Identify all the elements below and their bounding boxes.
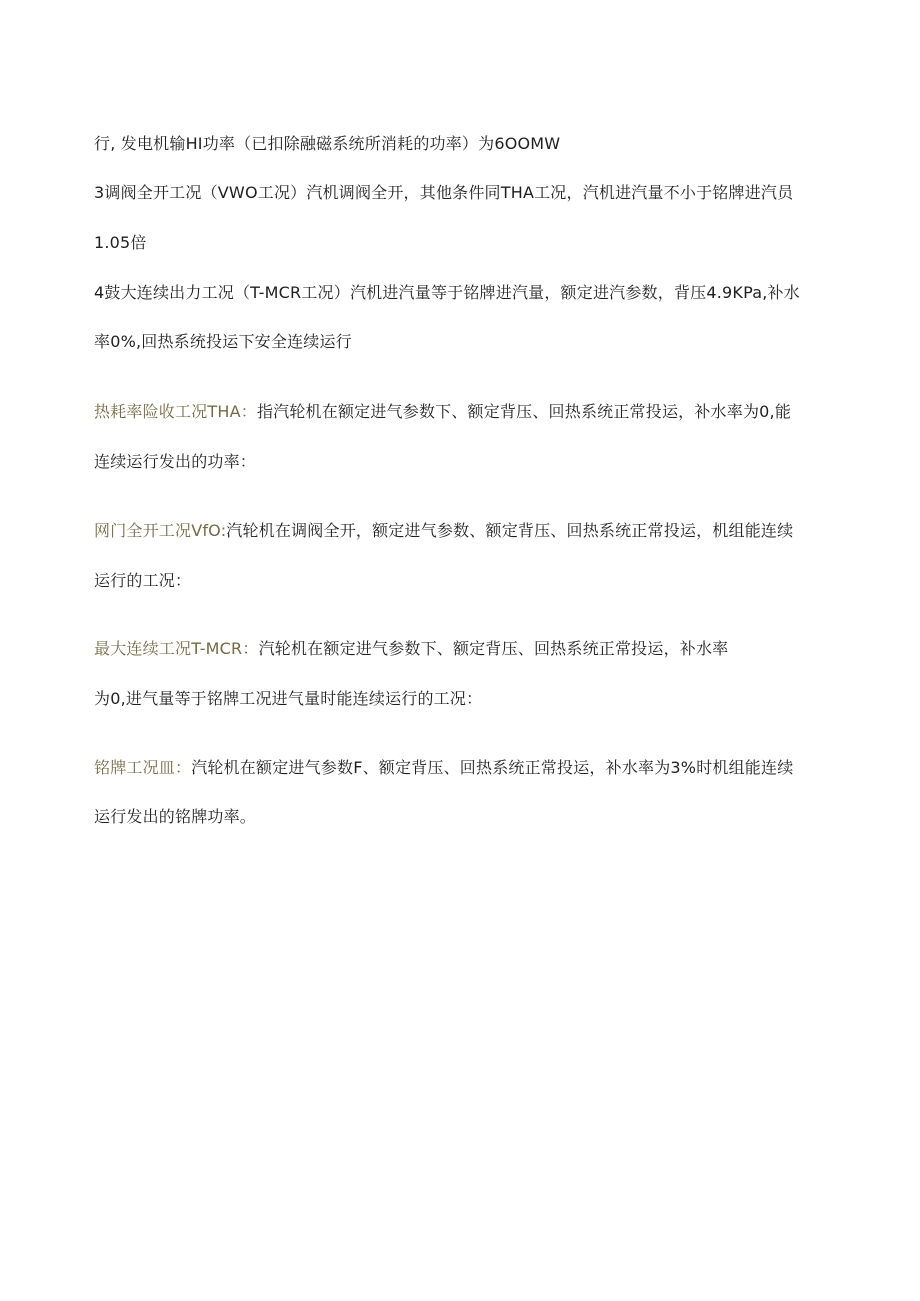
definition-vwo-continuation: 运行的工况： [94, 571, 192, 590]
paragraph-line-5: 率0%,回热系统投运下安全连续运行 [94, 332, 352, 351]
definition-nameplate-continuation: 运行发出的铭牌功率。 [94, 807, 257, 826]
definition-text: 汽轮机在调阀全开，额定进气参数、额定背压、回热系统正常投运，机组能连续 [226, 521, 794, 540]
definition-tmcr-continuation: 为0,进气量等于铭牌工况进气量时能连续运行的工况： [94, 689, 483, 708]
paragraph-line-3: 1.05倍 [94, 233, 147, 252]
definition-term: 网门全开工况VfO: [94, 521, 227, 540]
definition-text: 汽轮机在额定进气参数F、额定背压、回热系统正常投运，补水率为3%时机组能连续 [191, 758, 794, 777]
definition-text: 汽轮机在额定进气参数下、额定背压、回热系统正常投运，补水率 [258, 639, 729, 658]
definition-text: 指汽轮机在额定进气参数下、额定背压、回热系统正常投运，补水率为0,能 [256, 402, 792, 421]
definition-nameplate [94, 758, 793, 778]
definition-vwo [94, 521, 793, 541]
definition-tha [94, 402, 791, 422]
definition-term: 热耗率险收工况THA： [94, 402, 257, 421]
paragraph-line-4: 4鼓大连续出力工况（T-MCR工况）汽机进汽量等于铭牌进汽量，额定进汽参数，背压4.9KPa,补水 [94, 283, 800, 302]
paragraph-line-2: 3调阀全开工况（VWO工况）汽机调阀全开，其他条件同THA工况，汽机进汽量不小于铭牌进汽员 [94, 183, 794, 202]
definition-tha-continuation: 连续运行发出的功率： [94, 452, 257, 471]
paragraph-line-1: 行, 发电机输HI功率（已扣除融磁系统所消耗的功率）为6OOMW [94, 134, 561, 153]
definition-term: 铭牌工况皿： [94, 758, 192, 777]
definition-tmcr [94, 639, 728, 659]
definition-term: 最大连续工况T-MCR： [94, 639, 259, 658]
